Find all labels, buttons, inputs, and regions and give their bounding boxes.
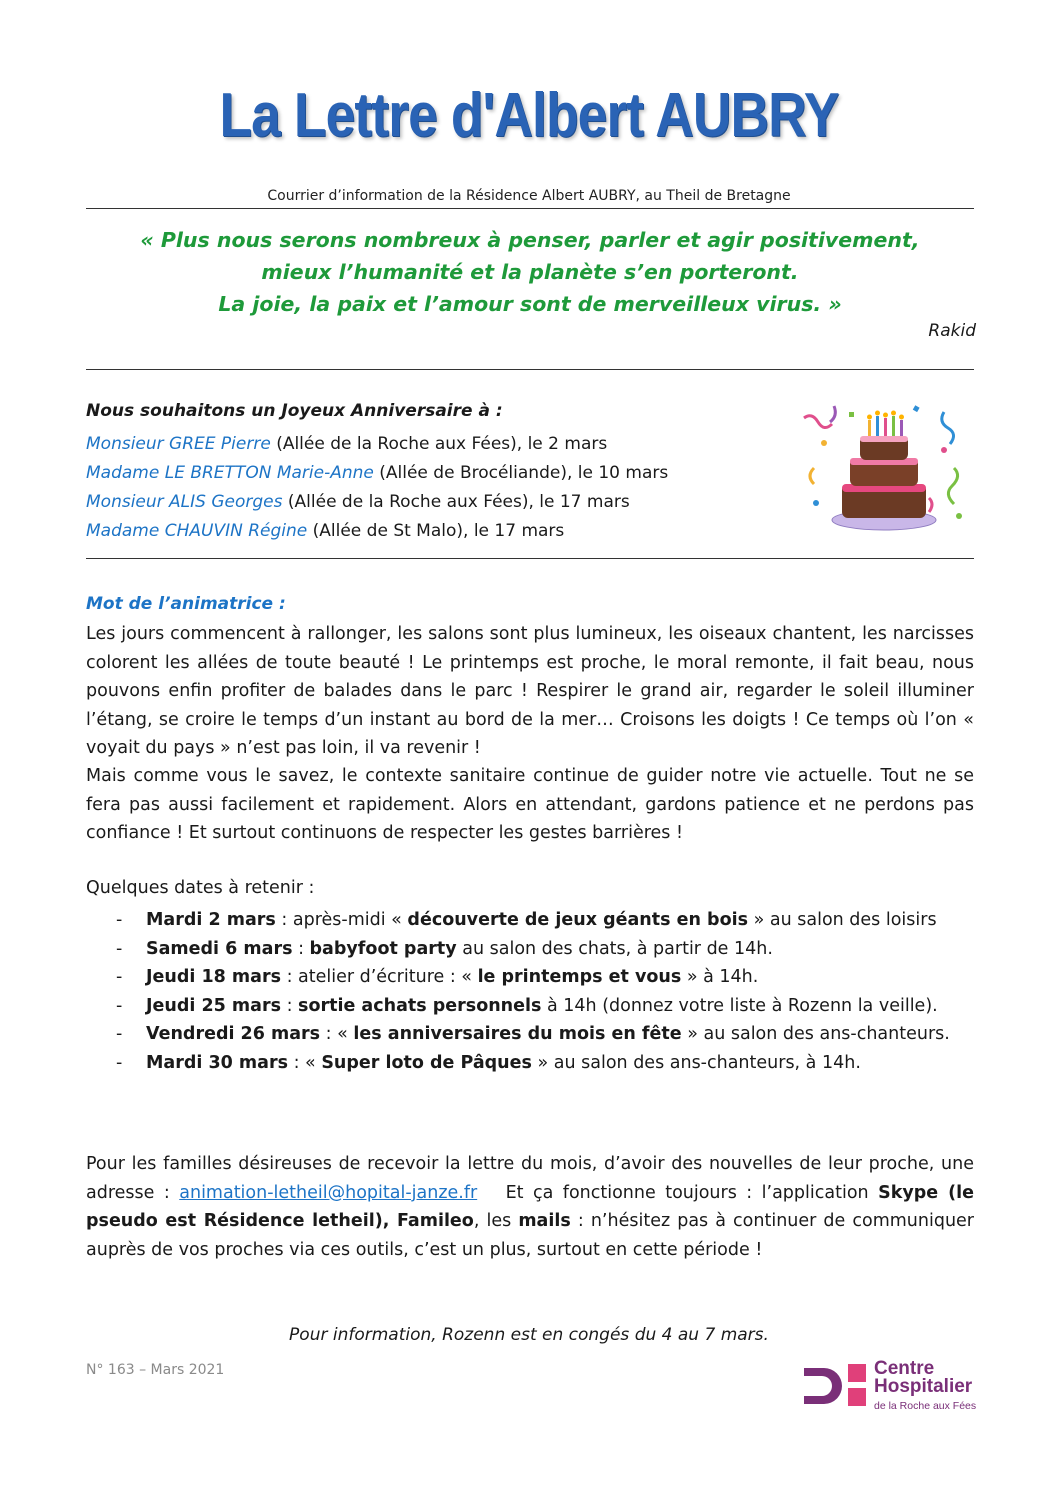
event-item <box>116 963 974 992</box>
info-note: Pour information, Rozenn est en congés du 4 au 7 mars. <box>289 1325 769 1345</box>
issue-number: N° 163 – Mars 2021 <box>86 1362 225 1378</box>
event-text: » au salon des loisirs <box>748 910 937 930</box>
birthday-entry <box>86 488 668 517</box>
mails-text: mails <box>518 1211 571 1232</box>
bullet-dash: - <box>116 910 123 930</box>
event-text: au salon des chats, à partir de 14h. <box>456 938 773 959</box>
animatrice-paragraph: Mais comme vous le savez, le contexte sanitaire continue de guider notre vie actuelle. Tout ne se fera pas aussi facilement et rapidement. Alors en attendant, gardons patience et ne perdons pas confiance ! Et surtout continuons de respecter les gestes barrières ! <box>86 766 974 844</box>
event-highlight: Super loto de Pâques <box>321 1052 532 1073</box>
bullet-dash: - <box>116 967 123 988</box>
birthday-entry <box>86 430 668 459</box>
event-highlight: Mardi 2 mars <box>146 910 276 930</box>
email-link[interactable]: animation-letheil@hopital-janze.fr <box>179 1182 478 1203</box>
event-item <box>116 906 974 935</box>
quote-author: Rakid <box>928 321 976 341</box>
event-highlight: les anniversaires du mois en fête <box>353 1024 682 1045</box>
bullet-dash: - <box>116 1024 123 1045</box>
families-text: : n’hésitez pas à continuer de communiquer auprès de vos proches via ces outils, c’est un plus, surtout en cette période ! <box>86 1211 975 1260</box>
birthdays-heading: Nous souhaitons un Joyeux Anniversaire à : <box>86 401 503 421</box>
logo-line: Hospitalier <box>874 1376 973 1397</box>
event-highlight: découverte de jeux géants en bois <box>407 910 749 930</box>
event-highlight: Jeudi 25 mars <box>146 995 281 1016</box>
birthday-name: Monsieur GREE Pierre <box>86 434 271 454</box>
quote-line: « Plus nous serons nombreux à penser, parler et agir positivement, <box>140 228 920 252</box>
event-text: : atelier d’écriture : « <box>281 967 478 988</box>
event-text: » à 14h. <box>681 967 759 988</box>
event-text: : <box>281 995 299 1016</box>
birthday-detail: (Allée de la Roche aux Fées), le 17 mars <box>282 492 630 512</box>
quote <box>86 224 974 320</box>
birthday-cake-icon <box>794 398 974 538</box>
event-text: : « <box>320 1024 354 1045</box>
birthday-detail: (Allée de St Malo), le 17 mars <box>307 521 565 541</box>
birthday-name: Madame LE BRETTON Marie-Anne <box>86 463 374 483</box>
birthday-detail: (Allée de Brocéliande), le 10 mars <box>373 463 669 483</box>
events-list <box>116 906 974 1078</box>
event-highlight: Vendredi 26 mars <box>146 1024 321 1045</box>
event-text: » au salon des ans-chanteurs, à 14h. <box>531 1052 861 1073</box>
birthday-name: Madame CHAUVIN Régine <box>86 521 308 541</box>
families-text: Pour les familles désireuses de recevoir la lettre du mois, d’avoir des nouvelles de leur proche, une adresse : <box>86 1154 974 1203</box>
bullet-dash: - <box>116 938 123 959</box>
bullet-dash: - <box>116 995 123 1016</box>
event-highlight: Mardi 30 mars <box>146 1052 289 1073</box>
divider <box>86 208 974 209</box>
newsletter-subtitle: Courrier d’information de la Résidence Albert AUBRY, au Theil de Bretagne <box>267 188 791 204</box>
birthday-detail: (Allée de la Roche aux Fées), le 2 mars <box>270 434 608 454</box>
birthday-entry <box>86 459 668 488</box>
logo-line: Centre <box>874 1358 935 1379</box>
bullet-dash: - <box>116 1052 123 1073</box>
event-item <box>116 1049 974 1078</box>
families-text: Et ça fonctionne toujours : l’application <box>477 1182 879 1203</box>
animatrice-heading: Mot de l’animatrice : <box>86 594 286 614</box>
event-text: : après-midi « <box>275 910 408 930</box>
divider <box>86 369 974 370</box>
event-highlight: babyfoot party <box>309 938 457 959</box>
event-text: : <box>292 938 310 959</box>
skype-text: Skype (le pseudo est Résidence letheil), Famileo <box>86 1182 974 1232</box>
event-item <box>116 935 974 964</box>
quote-line: mieux l’humanité et la planète s’en porteront. <box>261 260 799 284</box>
dates-intro: Quelques dates à retenir : <box>86 878 315 898</box>
event-text: : « <box>288 1052 322 1073</box>
quote-line: La joie, la paix et l’amour sont de merveilleux virus. » <box>218 292 842 316</box>
event-highlight: Samedi 6 mars <box>146 938 293 959</box>
birthday-name: Monsieur ALIS Georges <box>86 492 283 512</box>
families-text: , les <box>473 1211 519 1232</box>
event-highlight: Jeudi 18 mars <box>146 967 281 988</box>
event-text: à 14h (donnez votre liste à Rozenn la veille). <box>541 995 938 1016</box>
logo-text <box>874 1360 972 1396</box>
event-item <box>116 1020 974 1049</box>
birthday-entry <box>86 517 668 546</box>
newsletter-title: La Lettre d'Albert AUBRY <box>219 81 839 150</box>
animatrice-paragraph: Les jours commencent à rallonger, les salons sont plus lumineux, les oiseaux chantent, les narcisses colorent les allées de toute beauté ! Le printemps est proche, le moral remonte, il fait beau, nous pouvons enfin profiter de balades dans le parc ! Respirer le grand air, regarder le soleil illuminer l’étang, se croire le temps d’un instant au bord de la mer… Croisons les doigts ! Ce temps où l’on « voyait du pays » n’est pas loin, il va revenir ! <box>86 624 974 759</box>
event-highlight: le printemps et vous <box>477 967 682 988</box>
event-item <box>116 992 974 1021</box>
logo-subtitle: de la Roche aux Fées <box>874 1400 977 1412</box>
birthdays-list <box>86 430 668 546</box>
event-highlight: sortie achats personnels <box>298 995 542 1016</box>
divider <box>86 558 974 559</box>
event-text: » au salon des ans-chanteurs. <box>681 1024 950 1045</box>
families-paragraph <box>86 1150 974 1264</box>
